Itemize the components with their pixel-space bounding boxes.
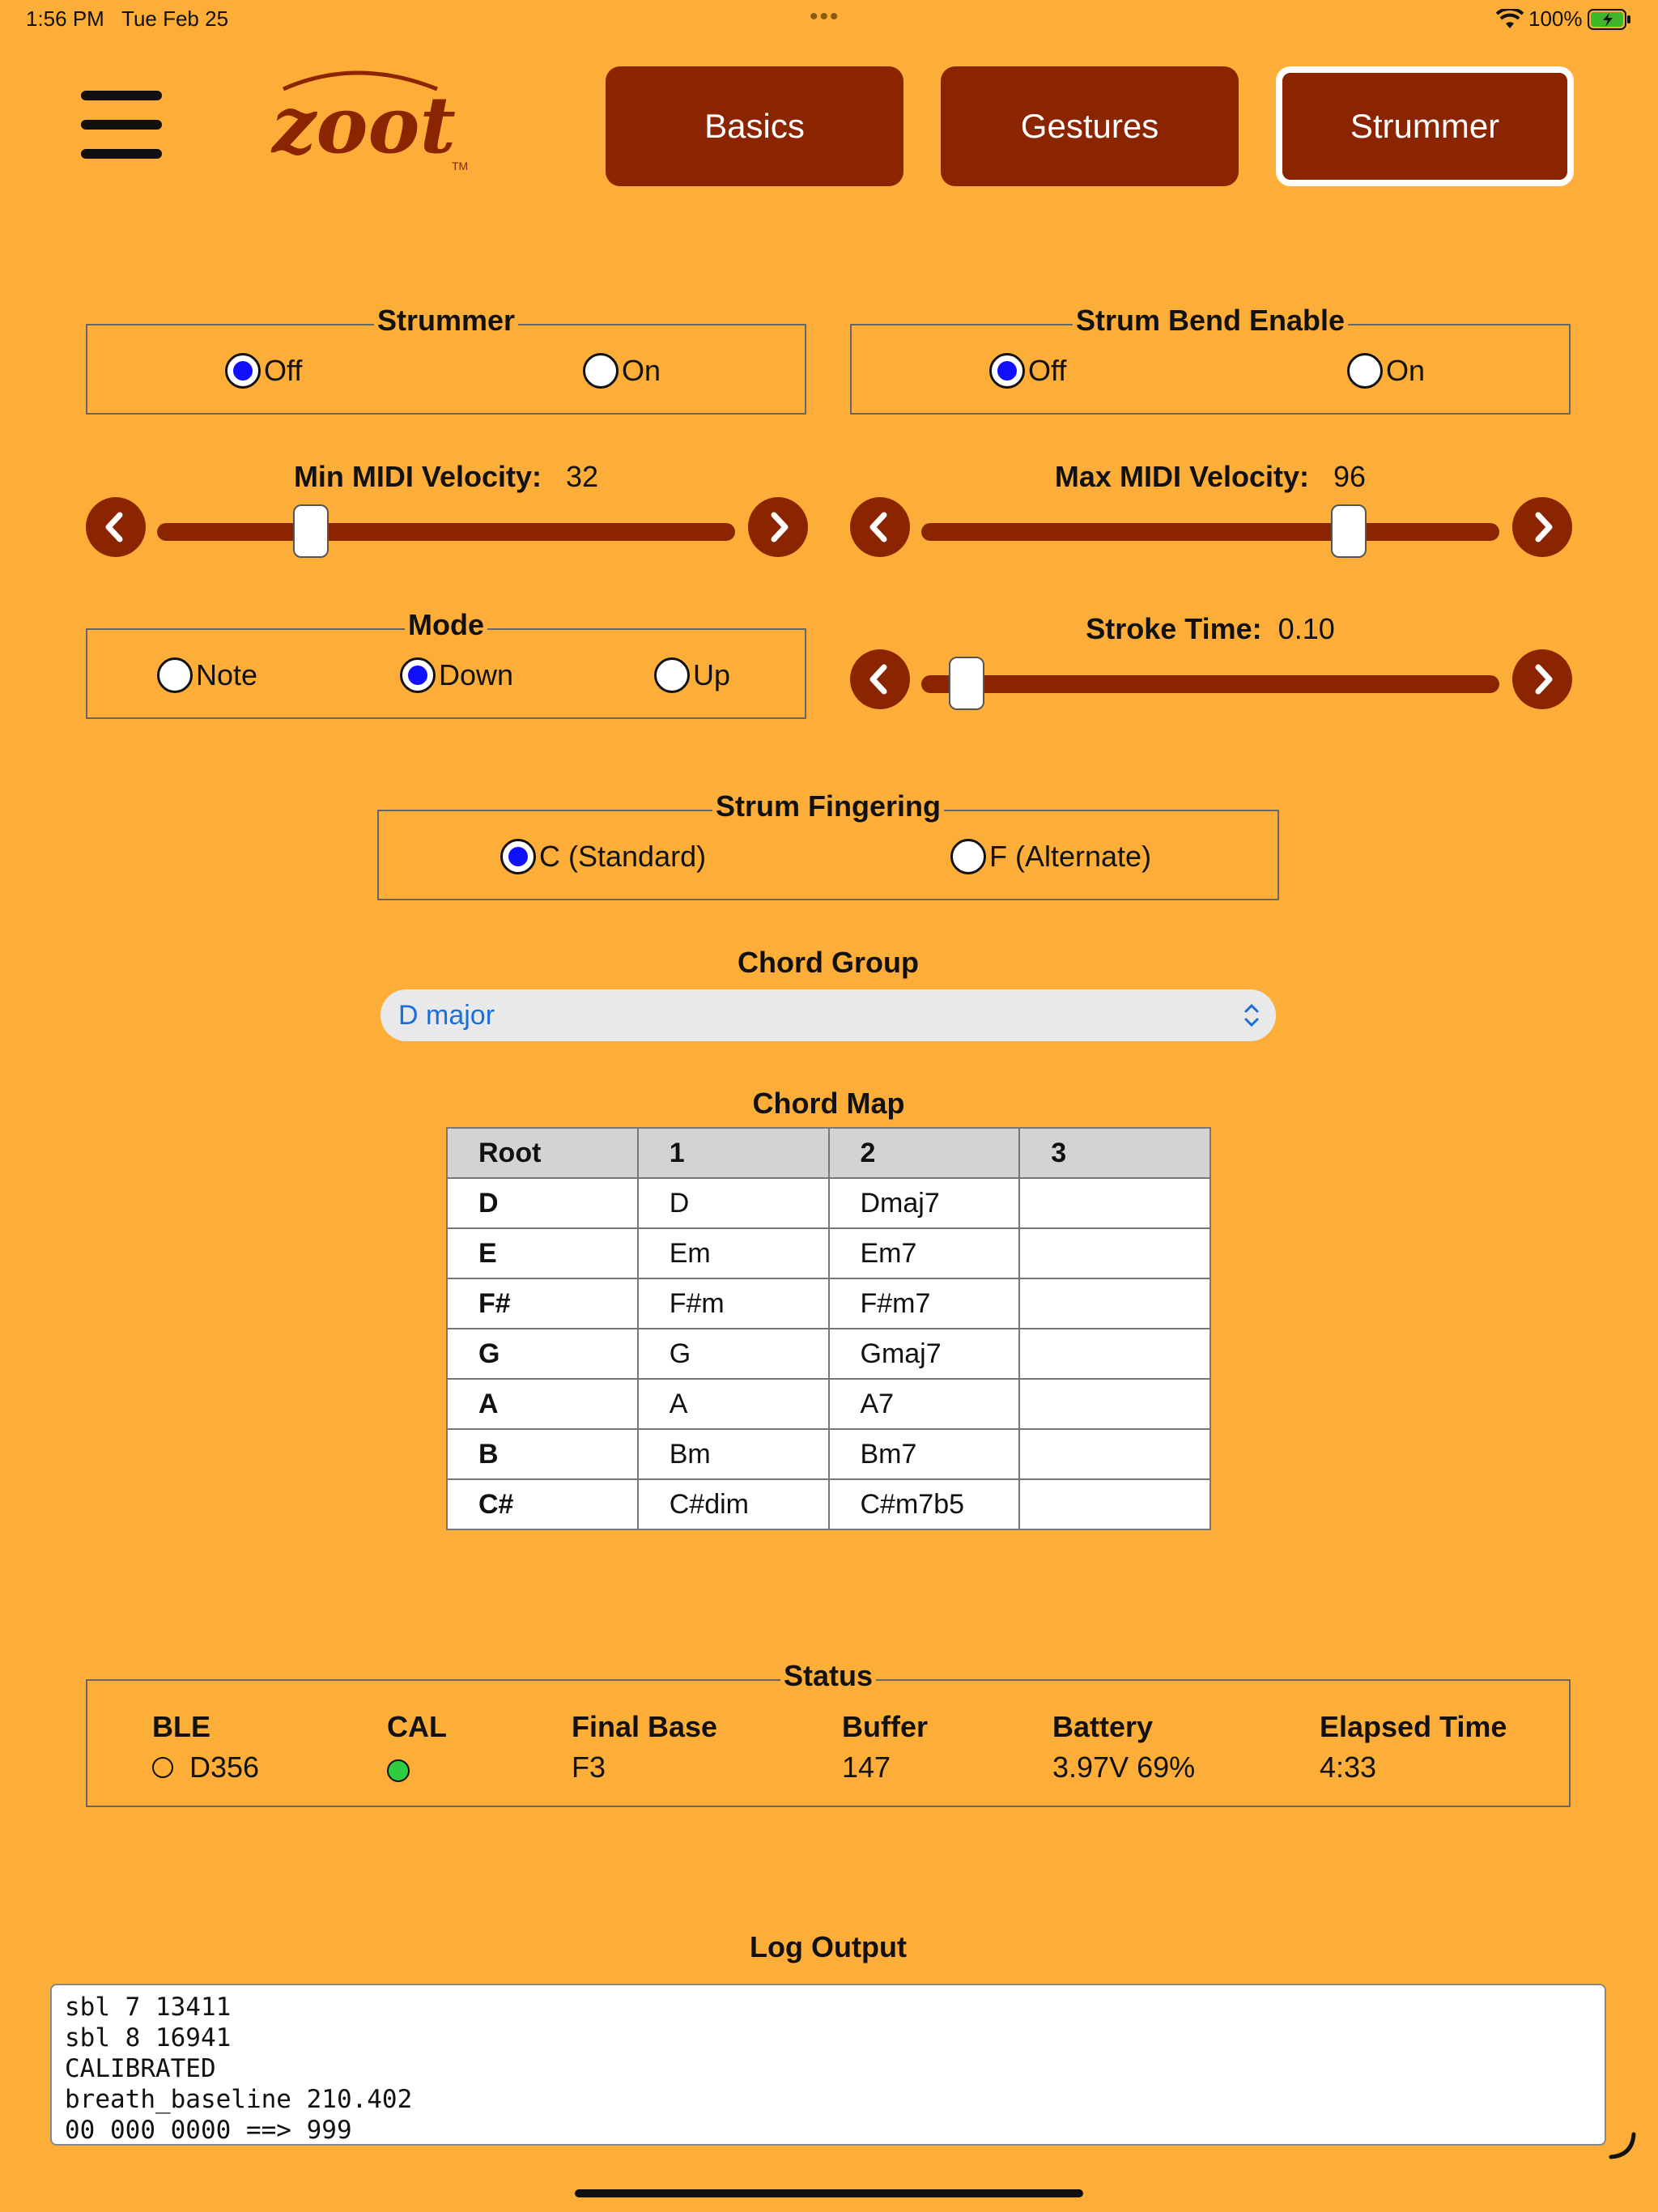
chord-cell[interactable] <box>1019 1479 1210 1529</box>
chord-cell[interactable]: Em7 <box>829 1228 1020 1278</box>
ble-header: BLE <box>152 1710 210 1743</box>
column-header: Root <box>447 1128 638 1178</box>
max-velocity-value: 96 <box>1333 460 1367 493</box>
chord-cell[interactable]: Gmaj7 <box>829 1329 1020 1379</box>
max-velocity-thumb[interactable] <box>1331 504 1367 558</box>
table-row <box>447 1329 1210 1379</box>
chord-cell[interactable]: C#m7b5 <box>829 1479 1020 1529</box>
chevron-left-icon <box>86 497 146 557</box>
min-velocity-track[interactable] <box>157 523 735 541</box>
fingering-standard-radio[interactable] <box>500 839 706 874</box>
chord-cell[interactable]: F#m7 <box>829 1278 1020 1329</box>
option-label: C (Standard) <box>539 840 707 873</box>
battery-charging-icon <box>1588 8 1631 31</box>
min-velocity-increase-button[interactable] <box>748 497 808 557</box>
elapsed-header: Elapsed Time <box>1320 1710 1507 1743</box>
battery-percent: 100% <box>1528 6 1583 31</box>
chord-cell[interactable]: C#dim <box>638 1479 829 1529</box>
root-cell: G <box>447 1329 638 1379</box>
wifi-icon <box>1496 9 1524 30</box>
root-cell: D <box>447 1178 638 1228</box>
min-velocity-label: Min MIDI Velocity: 32 <box>293 460 599 493</box>
root-cell: C# <box>447 1479 638 1529</box>
chord-cell[interactable] <box>1019 1278 1210 1329</box>
tab-basics[interactable]: Basics <box>606 66 903 186</box>
log-title: Log Output <box>750 1930 907 1963</box>
max-velocity-increase-button[interactable] <box>1512 497 1572 557</box>
status-final-base <box>572 1710 717 1784</box>
option-label: Up <box>693 658 731 691</box>
table-row <box>447 1178 1210 1228</box>
chord-map-title: Chord Map <box>752 1087 905 1120</box>
root-cell: A <box>447 1379 638 1429</box>
stroke-time-track[interactable] <box>921 675 1499 693</box>
fingering-alternate-radio[interactable] <box>950 839 1151 874</box>
final-base-header: Final Base <box>572 1710 718 1743</box>
ble-device: D356 <box>189 1750 260 1784</box>
option-label: Note <box>196 658 258 691</box>
radio-indicator <box>400 657 436 693</box>
status-time <box>26 6 228 32</box>
mode-legend: Mode <box>405 608 487 641</box>
option-label: On <box>622 354 661 387</box>
stroke-time-value: 0.10 <box>1278 612 1335 645</box>
chevron-right-icon <box>1512 649 1572 709</box>
log-line: sbl 8 16941 <box>65 2023 232 2052</box>
cal-indicator-icon <box>387 1759 410 1782</box>
chord-cell[interactable] <box>1019 1178 1210 1228</box>
chord-cell[interactable]: A <box>638 1379 829 1429</box>
table-row <box>447 1429 1210 1479</box>
time-text: 1:56 PM <box>26 6 104 31</box>
battery-value: 3.97V 69% <box>1052 1750 1196 1784</box>
ble-indicator-icon <box>152 1757 173 1778</box>
min-velocity-value: 32 <box>566 460 599 493</box>
buffer-value: 147 <box>842 1750 891 1784</box>
strum-bend-on-radio[interactable] <box>1347 353 1425 389</box>
chord-cell[interactable]: A7 <box>829 1379 1020 1429</box>
status-battery <box>1052 1710 1195 1784</box>
table-header-row <box>447 1128 1210 1178</box>
chord-cell[interactable]: D <box>638 1178 829 1228</box>
final-base-value: F3 <box>572 1750 606 1784</box>
buffer-header: Buffer <box>842 1710 928 1743</box>
chord-cell[interactable]: Bm7 <box>829 1429 1020 1479</box>
min-velocity-thumb[interactable] <box>293 504 329 558</box>
chevron-right-icon <box>1512 497 1572 557</box>
option-label: Down <box>439 658 514 691</box>
date-text: Tue Feb 25 <box>121 6 229 31</box>
column-header: 3 <box>1019 1128 1210 1178</box>
radio-indicator <box>989 353 1025 389</box>
stroke-time-increase-button[interactable] <box>1512 649 1572 709</box>
radio-indicator <box>225 353 261 389</box>
log-line: CALIBRATED <box>65 2054 216 2083</box>
menu-button[interactable] <box>81 91 165 164</box>
chord-group-label: Chord Group <box>738 946 919 979</box>
mode-up-radio[interactable] <box>654 657 730 693</box>
option-label: F (Alternate) <box>989 840 1152 873</box>
table-row <box>447 1228 1210 1278</box>
chord-cell[interactable] <box>1019 1429 1210 1479</box>
log-line: sbl 7 13411 <box>65 1993 232 2022</box>
status-right <box>1496 6 1631 32</box>
chord-cell[interactable] <box>1019 1379 1210 1429</box>
chord-cell[interactable] <box>1019 1329 1210 1379</box>
status-cal <box>387 1710 447 1789</box>
chord-cell[interactable]: Em <box>638 1228 829 1278</box>
cal-header: CAL <box>387 1710 447 1743</box>
elapsed-value: 4:33 <box>1320 1750 1377 1784</box>
mode-note-radio[interactable] <box>157 657 257 693</box>
strum-bend-group <box>850 304 1571 415</box>
stroke-time-decrease-button[interactable] <box>850 649 910 709</box>
home-indicator[interactable] <box>575 2189 1083 2197</box>
tab-gestures[interactable]: Gestures <box>941 66 1239 186</box>
chord-cell[interactable] <box>1019 1228 1210 1278</box>
strummer-group <box>86 304 806 415</box>
root-cell: B <box>447 1429 638 1479</box>
strum-fingering-group <box>377 789 1279 900</box>
radio-indicator <box>500 839 536 874</box>
table-row <box>447 1278 1210 1329</box>
chord-map-table <box>446 1127 1211 1530</box>
log-line: 00 000 0000 ==> 999 <box>65 2116 352 2145</box>
max-velocity-decrease-button[interactable] <box>850 497 910 557</box>
strum-bend-off-radio[interactable] <box>989 353 1066 389</box>
strummer-legend: Strummer <box>374 304 518 337</box>
strummer-off-radio[interactable] <box>225 353 302 389</box>
chord-cell[interactable]: Dmaj7 <box>829 1178 1020 1228</box>
radio-indicator <box>654 657 690 693</box>
table-row <box>447 1479 1210 1529</box>
multitasking-dots-icon[interactable]: ••• <box>810 3 840 30</box>
logo-text: zoot <box>272 79 456 171</box>
strum-bend-legend: Strum Bend Enable <box>1073 304 1348 337</box>
column-header: 1 <box>638 1128 829 1178</box>
chevron-right-icon <box>748 497 808 557</box>
max-velocity-track[interactable] <box>921 523 1499 541</box>
radio-indicator <box>583 353 619 389</box>
column-header: 2 <box>829 1128 1020 1178</box>
stroke-time-label: Stroke Time: 0.10 <box>1086 612 1335 645</box>
zoot-logo <box>267 57 478 178</box>
status-elapsed <box>1320 1710 1507 1784</box>
max-velocity-label: Max MIDI Velocity: 96 <box>1054 460 1367 493</box>
chord-cell[interactable]: F#m <box>638 1278 829 1329</box>
logo-tm: TM <box>452 160 469 172</box>
chevron-updown-icon <box>1242 999 1261 1032</box>
strummer-on-radio[interactable] <box>583 353 661 389</box>
tab-strummer[interactable]: Strummer <box>1276 66 1574 186</box>
root-cell: F# <box>447 1278 638 1329</box>
option-label: Off <box>1028 354 1067 387</box>
status-buffer <box>842 1710 928 1784</box>
radio-indicator <box>157 657 193 693</box>
radio-indicator <box>950 839 986 874</box>
chord-cell[interactable]: Bm <box>638 1429 829 1479</box>
status-legend: Status <box>780 1659 876 1692</box>
chevron-left-icon <box>850 497 910 557</box>
status-ble <box>152 1710 259 1784</box>
log-output[interactable] <box>50 1984 1606 2146</box>
mode-down-radio[interactable] <box>400 657 513 693</box>
chevron-left-icon <box>850 649 910 709</box>
option-label: Off <box>264 354 303 387</box>
chord-group-value: D major <box>398 999 495 1031</box>
status-group <box>86 1659 1571 1807</box>
mode-group <box>86 608 806 719</box>
stroke-time-thumb[interactable] <box>949 657 984 710</box>
resize-handle-icon[interactable] <box>1608 2131 1637 2160</box>
log-line: breath_baseline 210.402 <box>65 2085 413 2114</box>
chord-group-select[interactable] <box>380 989 1276 1041</box>
option-label: On <box>1386 354 1426 387</box>
table-row <box>447 1379 1210 1429</box>
battery-header: Battery <box>1052 1710 1154 1743</box>
root-cell: E <box>447 1228 638 1278</box>
radio-indicator <box>1347 353 1383 389</box>
strum-fingering-legend: Strum Fingering <box>712 789 944 823</box>
min-velocity-decrease-button[interactable] <box>86 497 146 557</box>
chord-cell[interactable]: G <box>638 1329 829 1379</box>
